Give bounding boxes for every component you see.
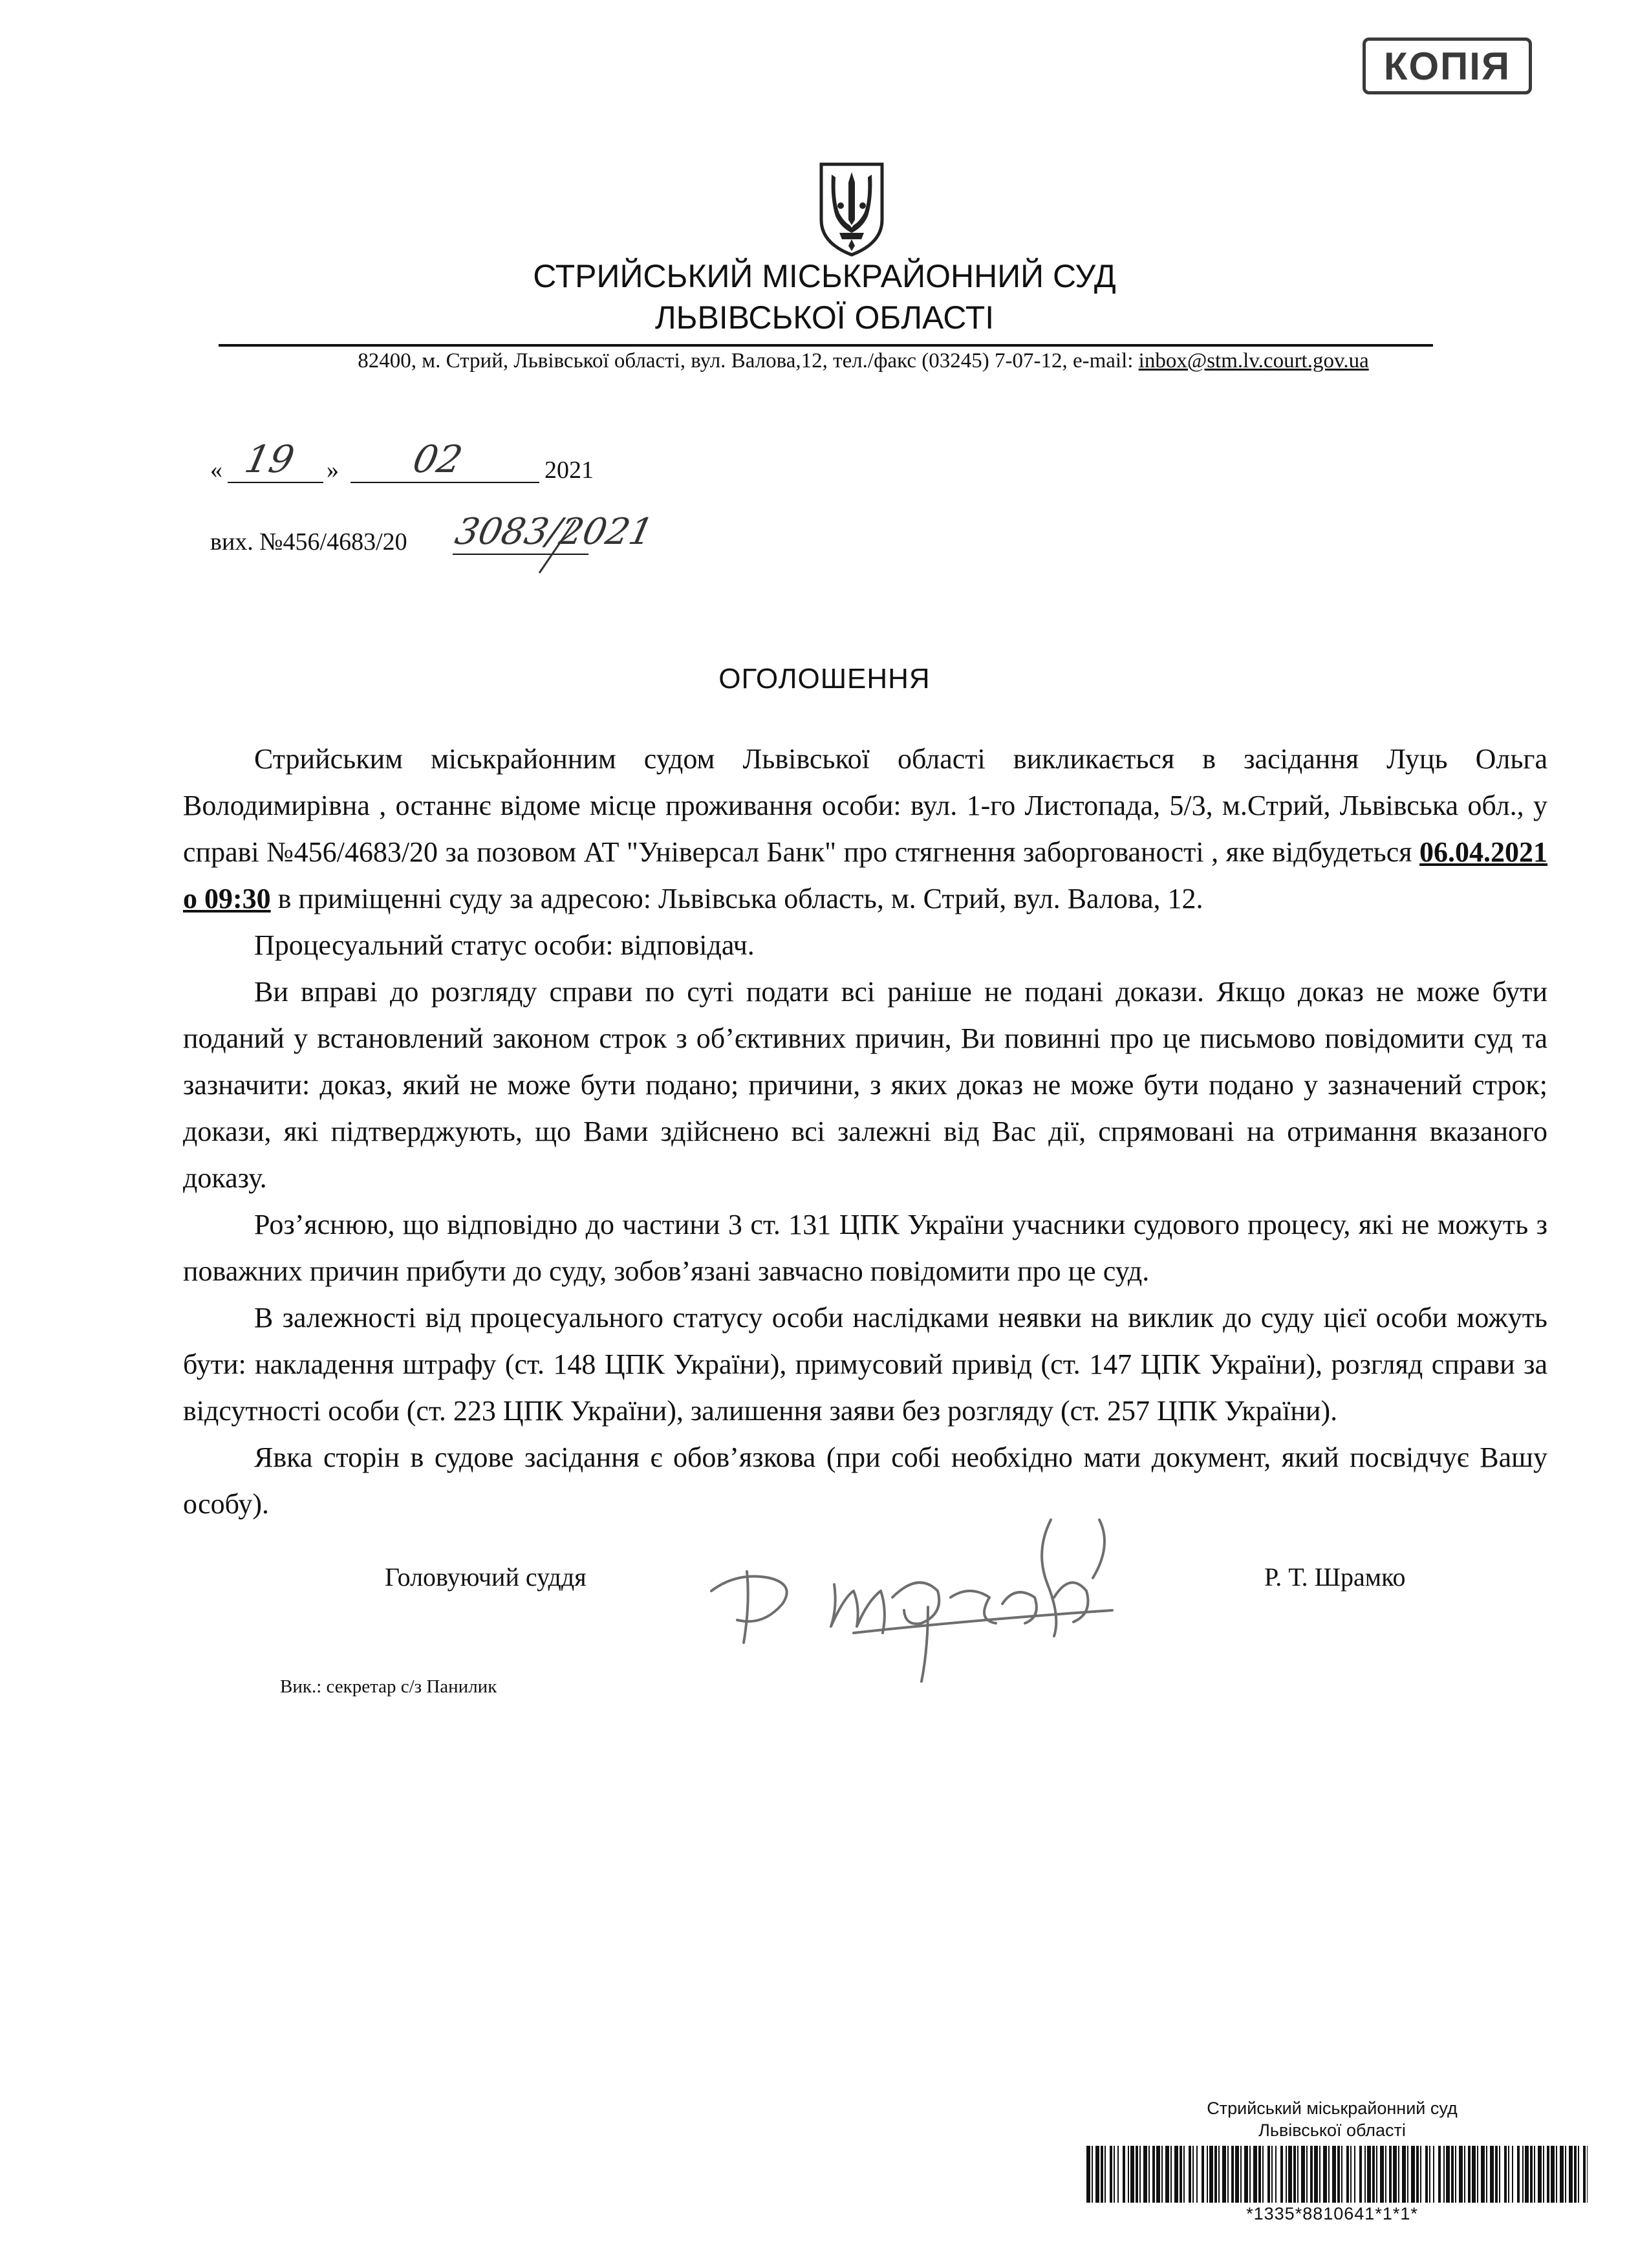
- header-divider: [219, 344, 1433, 347]
- court-name-line2: ЛЬВІВСЬКОЇ ОБЛАСТІ: [654, 299, 995, 336]
- outgoing-number-handwritten: 3083/2021: [451, 511, 657, 553]
- court-name-line1: СТРИЙСЬКИЙ МІСЬКРАЙОННИЙ СУД: [533, 258, 1116, 294]
- judge-name: Р. Т. Шрамко: [1264, 1562, 1406, 1592]
- date-day-handwritten: 19: [241, 437, 299, 481]
- date-year: 2021: [544, 457, 594, 484]
- hearing-date-time: 06.04.2021 о 09:30: [183, 836, 1547, 914]
- coat-of-arms-icon: [816, 160, 887, 257]
- date-day-blank: [228, 482, 323, 483]
- paragraph-summons: [183, 736, 1547, 922]
- outgoing-number-prefix: вих. №456/4683/20: [210, 528, 407, 556]
- court-address: [0, 349, 1649, 373]
- date-month-blank: [350, 482, 539, 483]
- date-month-handwritten: 02: [409, 437, 467, 481]
- paragraph-evidence: Ви вправі до розгляду справи по суті подати всі раніше не подані докази. Якщо доказ не може бути поданий у встановлений законом строк з об’єктивних причин, Ви повинні про це письмово повідомити суд та зазначити: доказ, який не може бути подано; причини, з яких доказ не може бути подано у зазначений строк; докази, які підтверджують, що Вами здійснено всі залежні від Вас дії, спрямовані на отримання вказаного доказу.: [183, 976, 1547, 1194]
- barcode-image: [1086, 2146, 1588, 2203]
- paragraph-attendance: Явка сторін в судове засідання є обов’язкова (при собі необхідно мати документ, який посвідчує Вашу особу).: [183, 1442, 1547, 1520]
- executor-line: Вик.: секретар с/з Панилик: [280, 1676, 497, 1697]
- court-email-link[interactable]: inbox@stm.lv.court.gov.ua: [1138, 349, 1369, 373]
- copy-stamp-label: КОПІЯ: [1383, 44, 1511, 88]
- summons-text-2: в приміщенні суду за адресою: Львівська область, м. Стрий, вул. Валова, 12.: [270, 883, 1203, 914]
- notice-body: [183, 736, 1547, 1528]
- paragraph-consequences: В залежності від процесуального статусу особи наслідками неявки на виклик до суду цієї особи можуть бути: накладення штрафу (ст. 148 ЦПК України), примусовий привід (ст. 147 ЦПК України), розгляд справи за відсутності особи (ст. 223 ЦПК України), залишення заяви без розгляду (ст. 257 ЦПК України).: [183, 1302, 1547, 1427]
- summons-text-1: Стрийським міськрайонним судом Львівської області викликається в засідання Луць Ольга Володимирівна , останнє відоме місце проживання особи: вул. 1-го Листопада, 5/3, м.Стрий, Львівська обл., у справі №456/4683/20 за позовом АТ "Універсал Банк" про стягнення заборгованості , яке відбудеться: [183, 743, 1547, 868]
- barcode-stamp-court-line1: Стрийський міськрайонний суд: [1207, 2099, 1458, 2118]
- barcode-stamp-court-line2: Львівської області: [1258, 2121, 1406, 2140]
- court-address-text: 82400, м. Стрий, Львівської області, вул. Валова,12, тел./факс (03245) 7-07-12, e-mail:: [358, 349, 1139, 373]
- copy-stamp: [1363, 38, 1532, 94]
- judge-title: Головуючий суддя: [385, 1562, 587, 1592]
- outgoing-number-slash-stroke: [530, 517, 588, 576]
- date-open-quote: «: [210, 457, 222, 484]
- barcode-number: *1335*8810641*1*1*: [1246, 2204, 1418, 2223]
- judge-signature-image: [698, 1494, 1164, 1688]
- paragraph-notice-obligation: Роз’яснюю, що відповідно до частини 3 ст. 131 ЦПК України учасники судового процесу, які не можуть з поважних причин прибути до суду, зобов’язані завчасно повідомити про це суд.: [183, 1209, 1547, 1287]
- notice-title: ОГОЛОШЕННЯ: [718, 663, 931, 695]
- paragraph-status: Процесуальний статус особи: відповідач.: [254, 929, 755, 961]
- date-close-quote: »: [327, 457, 339, 484]
